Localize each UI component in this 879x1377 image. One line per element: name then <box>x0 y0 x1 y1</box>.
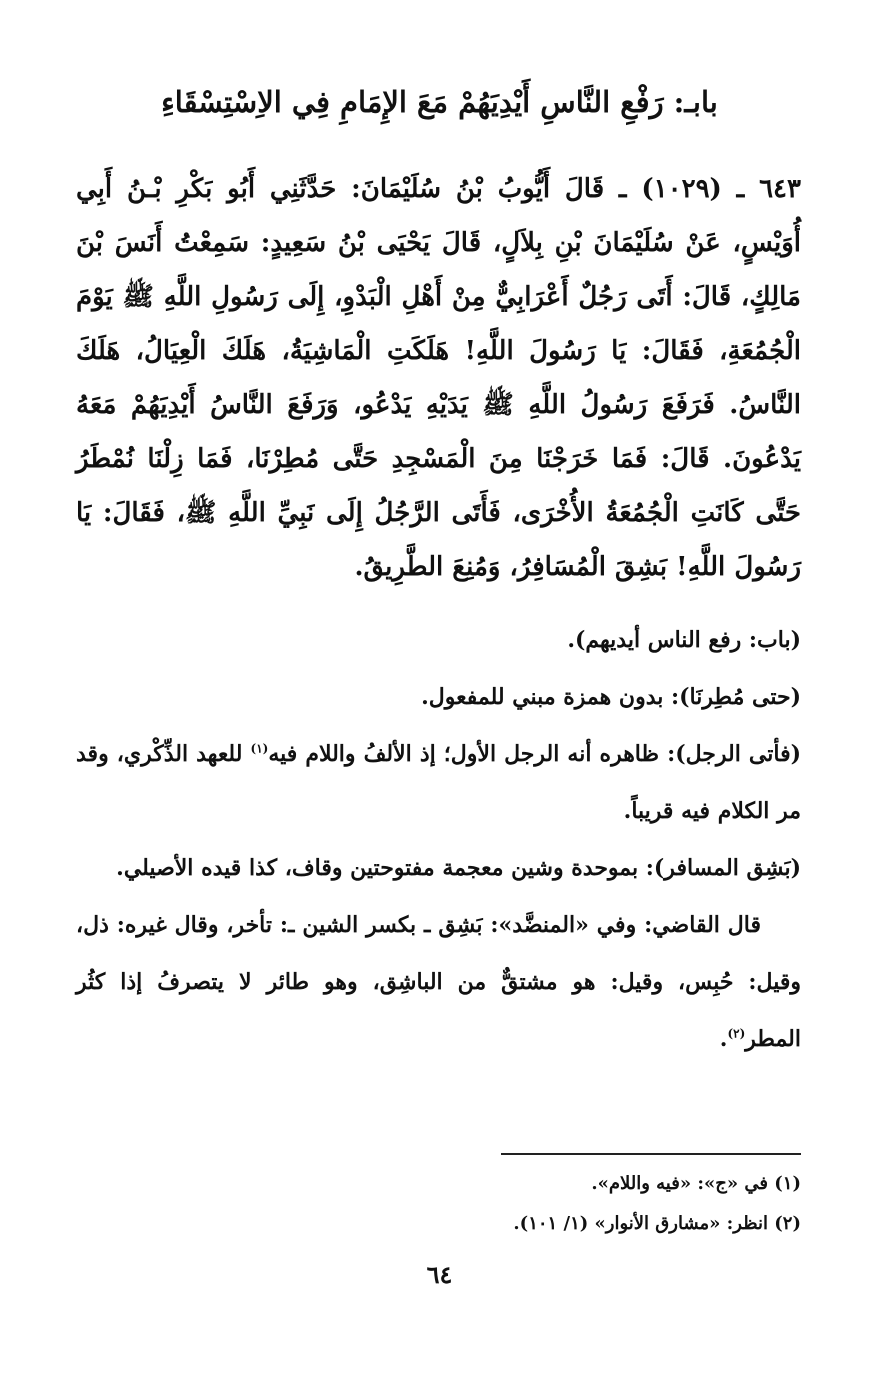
commentary <box>76 612 801 1068</box>
commentary-paragraph-3 <box>76 726 801 840</box>
commentary-text: قال القاضي: وفي «المنضَّد»: بَشِق ـ بكسر الشين ـ: تأخر، وقال غيره: ذل، وقيل: حُبِس، وقيل: هو مشتقٌّ من الباشِق، وهو طائر لا يتصرفُ إذا كثُر المطر <box>76 912 801 1052</box>
commentary-paragraph-4: (بَشِق المسافر): بموحدة وشين معجمة مفتوحتين وقاف، كذا قيده الأصيلي. <box>116 855 801 881</box>
commentary-text: . <box>719 1026 728 1052</box>
page-number: ٦٤ <box>426 1260 453 1289</box>
commentary-text: (فأتى الرجل): ظاهره أنه الرجل الأول؛ إذ الألفُ واللام فيه <box>268 741 802 767</box>
hadith-text <box>76 162 801 594</box>
commentary-paragraph-2: (حتى مُطِرنَا): بدون همزة مبني للمفعول. <box>421 684 801 710</box>
commentary-paragraph-5 <box>76 897 801 1068</box>
footnotes <box>76 1164 801 1244</box>
chapter-heading: بابـ: رَفْعِ النَّاسِ أَيْدِيَهُمْ مَعَ الإِمَامِ فِي الاِسْتِسْقَاءِ <box>161 85 718 119</box>
footnote-divider <box>501 1153 801 1155</box>
footnote-marker-1: (١) <box>250 741 269 756</box>
footnote-1: (١) في «ج»: «فيه واللام». <box>591 1173 801 1194</box>
commentary-paragraph-1: (باب: رفع الناس أيديهم). <box>567 627 801 653</box>
commentary-text: للعهد الذِّكْري، وقد مر الكلام فيه قريباً. <box>76 741 801 824</box>
footnote-marker-2: (٢) <box>727 1026 746 1041</box>
footnote-2: (٢) انظر: «مشارق الأنوار» (١/ ١٠١). <box>513 1213 801 1234</box>
hadith-paragraph: ٦٤٣ ـ (١٠٢٩) ـ قَالَ أَيُّوبُ بْنُ سُلَيْمَانَ: حَدَّثَنِي أَبُو بَكْرِ بْـنُ أَبِي أُوَيْسٍ، عَنْ سُلَيْمَانَ بْنِ بِلاَلٍ، قَالَ يَحْيَى بْنُ سَعِيدٍ: سَمِعْتُ أَنَسَ بْنَ مَالِكٍ، قَالَ: أَتَى رَجُلٌ أَعْرَابِيٌّ مِنْ أَهْلِ الْبَدْوِ، إِلَى رَسُولِ اللَّهِ ﷺ يَوْمَ الْجُمُعَةِ، فَقَالَ: يَا رَسُولَ اللَّهِ! هَلَكَتِ الْمَاشِيَةُ، هَلَكَ الْعِيَالُ، هَلَكَ النَّاسُ. فَرَفَعَ رَسُولُ اللَّهِ ﷺ يَدَيْهِ يَدْعُو، وَرَفَعَ النَّاسُ أَيْدِيَهُمْ مَعَهُ يَدْعُونَ. قَالَ: فَمَا خَرَجْنَا مِنَ الْمَسْجِدِ حَتَّى مُطِرْنَا، فَمَا زِلْنَا نُمْطَرُ حَتَّى كَانَتِ الْجُمُعَةُ الأُخْرَى، فَأَتَى الرَّجُلُ إِلَى نَبِيِّ اللَّهِ ﷺ، فَقَالَ: يَا رَسُولَ اللَّهِ! بَشِقَ الْمُسَافِرُ، وَمُنِعَ الطَّرِيقُ. <box>76 174 801 582</box>
